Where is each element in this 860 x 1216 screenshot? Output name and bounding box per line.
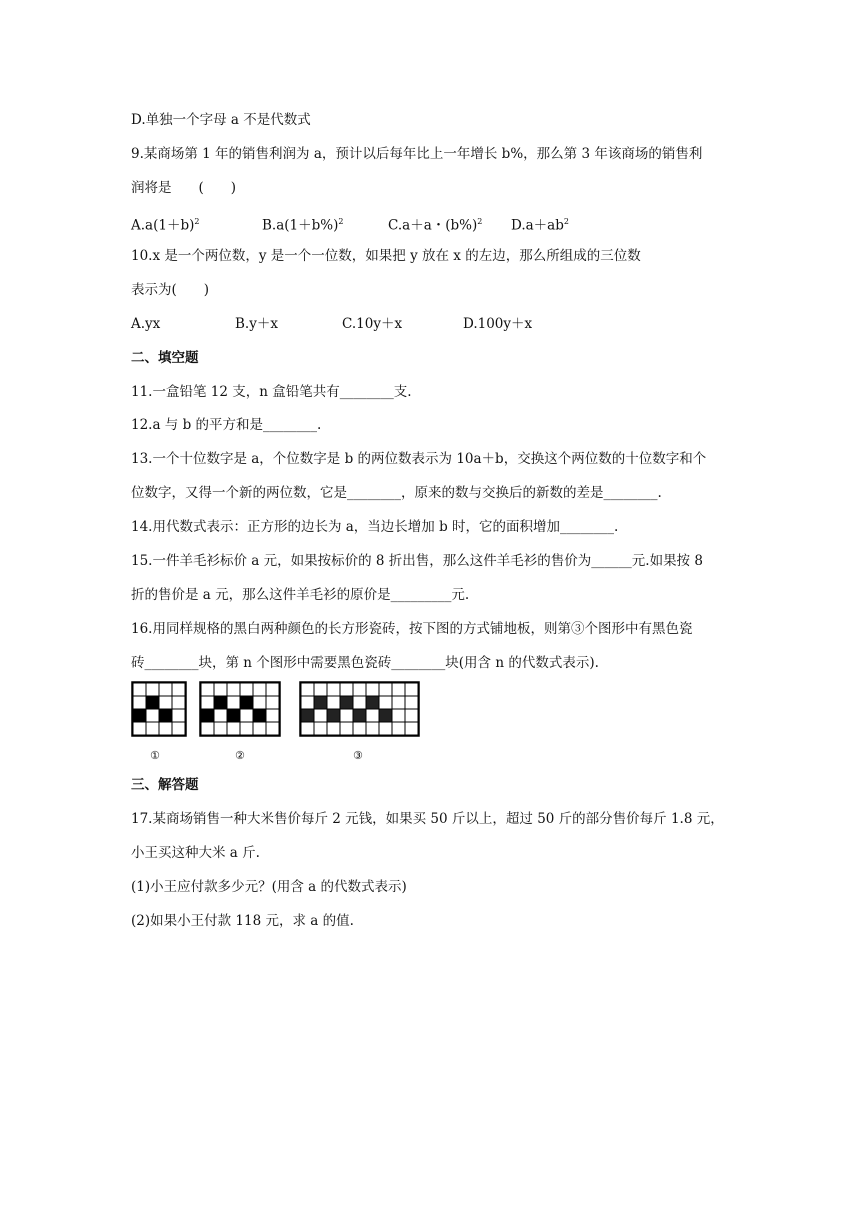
q9-option-d: $D.a+ab^2$ — [511, 217, 569, 234]
white-tile — [327, 683, 340, 696]
white-tile — [340, 722, 353, 735]
tile-figure-1 — [132, 682, 186, 736]
white-tile — [214, 709, 227, 722]
q9-line2: 润将是 ( ) — [131, 180, 237, 196]
q10-option-a: A.yx — [131, 316, 161, 332]
white-tile — [314, 722, 327, 735]
q10-option-b: B.y＋x — [235, 316, 278, 332]
white-tile — [172, 709, 185, 722]
white-tile — [159, 683, 172, 696]
fig-label-2: ② — [235, 749, 245, 762]
black-tile — [340, 696, 353, 709]
white-tile — [327, 696, 340, 709]
q17-line1: 17.某商场销售一种大米售价每斤 2 元钱，如果买 50 斤以上，超过 50 斤的部分售价每斤 1.8 元， — [131, 811, 724, 827]
q17-sub1: (1)小王应付款多少元？(用含 a 的代数式表示) — [131, 879, 407, 895]
white-tile — [266, 696, 279, 709]
white-tile — [340, 709, 353, 722]
q13-line2: 位数字，又得一个新的两位数，它是________，原来的数与交换后的新数的差是________. — [131, 485, 662, 501]
white-tile — [214, 722, 227, 735]
q9-options — [0, 213, 860, 234]
fig-label-1: ① — [150, 749, 160, 762]
q17-line2: 小王买这种大米 a 斤. — [131, 845, 260, 861]
q17-sub2: (2)如果小王付款 118 元，求 a 的值. — [131, 913, 354, 929]
white-tile — [314, 683, 327, 696]
white-tile — [253, 722, 266, 735]
black-tile — [133, 709, 146, 722]
black-tile — [314, 696, 327, 709]
tile-pattern-svg — [131, 681, 421, 745]
white-tile — [379, 696, 392, 709]
white-tile — [201, 696, 214, 709]
white-tile — [253, 683, 266, 696]
q15-line1: 15.一件羊毛衫标价 a 元，如果按标价的 8 折出售，那么这件羊毛衫的售价为______元.如果按 8 — [131, 553, 703, 569]
q16-line2: 砖________块，第 n 个图形中需要黑色瓷砖________块(用含 n 的代数式表示). — [131, 655, 599, 671]
white-tile — [379, 683, 392, 696]
q10-line1: 10.x 是一个两位数，y 是一个一位数，如果把 y 放在 x 的左边，那么所组成的三位数 — [131, 248, 641, 264]
black-tile — [214, 696, 227, 709]
black-tile — [253, 709, 266, 722]
fig-label-3: ③ — [353, 749, 363, 762]
white-tile — [240, 722, 253, 735]
black-tile — [240, 696, 253, 709]
black-tile — [201, 709, 214, 722]
white-tile — [301, 696, 314, 709]
tile-figure-3 — [300, 682, 419, 736]
section-fill-in-heading: 二、填空题 — [131, 350, 199, 366]
q10-options — [0, 315, 860, 333]
white-tile — [133, 683, 146, 696]
black-tile — [301, 709, 314, 722]
white-tile — [172, 722, 185, 735]
white-tile — [227, 683, 240, 696]
white-tile — [172, 683, 185, 696]
white-tile — [366, 722, 379, 735]
white-tile — [201, 722, 214, 735]
white-tile — [227, 722, 240, 735]
white-tile — [201, 683, 214, 696]
white-tile — [405, 709, 418, 722]
white-tile — [392, 683, 405, 696]
q11: 11.一盒铅笔 12 支，n 盒铅笔共有________支. — [131, 384, 412, 400]
black-tile — [227, 709, 240, 722]
white-tile — [314, 709, 327, 722]
black-tile — [366, 696, 379, 709]
q12: 12.a 与 b 的平方和是________. — [131, 417, 322, 433]
black-tile — [353, 709, 366, 722]
white-tile — [146, 709, 159, 722]
white-tile — [353, 722, 366, 735]
white-tile — [172, 696, 185, 709]
white-tile — [327, 722, 340, 735]
white-tile — [133, 722, 146, 735]
white-tile — [392, 696, 405, 709]
q16-line1: 16.用同样规格的黑白两种颜色的长方形瓷砖，按下图的方式铺地板，则第③个图形中有黑色瓷 — [131, 621, 693, 637]
white-tile — [366, 683, 379, 696]
white-tile — [227, 696, 240, 709]
q9-line1: 9.某商场第 1 年的销售利润为 a，预计以后每年比上一年增长 b%，那么第 3 年该商场的销售利 — [131, 146, 703, 162]
black-tile — [327, 709, 340, 722]
white-tile — [301, 683, 314, 696]
white-tile — [405, 683, 418, 696]
q10-option-d: D.100y＋x — [463, 316, 533, 332]
white-tile — [159, 722, 172, 735]
white-tile — [266, 709, 279, 722]
white-tile — [353, 683, 366, 696]
q9-option-b: $B.a(1+b\%)^2$ — [262, 217, 344, 234]
white-tile — [405, 722, 418, 735]
q13-line1: 13.一个十位数字是 a，个位数字是 b 的两位数表示为 10a＋b，交换这个两位数的十位数字和个 — [131, 451, 707, 467]
white-tile — [240, 683, 253, 696]
white-tile — [214, 683, 227, 696]
white-tile — [392, 709, 405, 722]
q9-option-a: $A.a(1+b)^2$ — [131, 217, 200, 234]
white-tile — [240, 709, 253, 722]
white-tile — [353, 696, 366, 709]
white-tile — [146, 683, 159, 696]
white-tile — [159, 696, 172, 709]
section-answer-heading: 三、解答题 — [131, 777, 199, 793]
white-tile — [133, 696, 146, 709]
white-tile — [266, 683, 279, 696]
q9-option-c: C.a＋a・$(b\%)^2$ — [388, 217, 483, 234]
q8-option-d: D.单独一个字母 a 不是代数式 — [131, 112, 311, 128]
white-tile — [146, 722, 159, 735]
white-tile — [366, 709, 379, 722]
q14: 14.用代数式表示：正方形的边长为 a，当边长增加 b 时，它的面积增加________. — [131, 519, 619, 535]
white-tile — [266, 722, 279, 735]
white-tile — [340, 683, 353, 696]
white-tile — [301, 722, 314, 735]
black-tile — [146, 696, 159, 709]
white-tile — [379, 722, 392, 735]
q10-option-c: C.10y＋x — [342, 316, 403, 332]
white-tile — [253, 696, 266, 709]
q15-line2: 折的售价是 a 元，那么这件羊毛衫的原价是_________元. — [131, 587, 470, 603]
black-tile — [159, 709, 172, 722]
tile-figure-2 — [200, 682, 280, 736]
q10-line2: 表示为( ) — [131, 282, 210, 298]
black-tile — [379, 709, 392, 722]
white-tile — [392, 722, 405, 735]
white-tile — [405, 696, 418, 709]
